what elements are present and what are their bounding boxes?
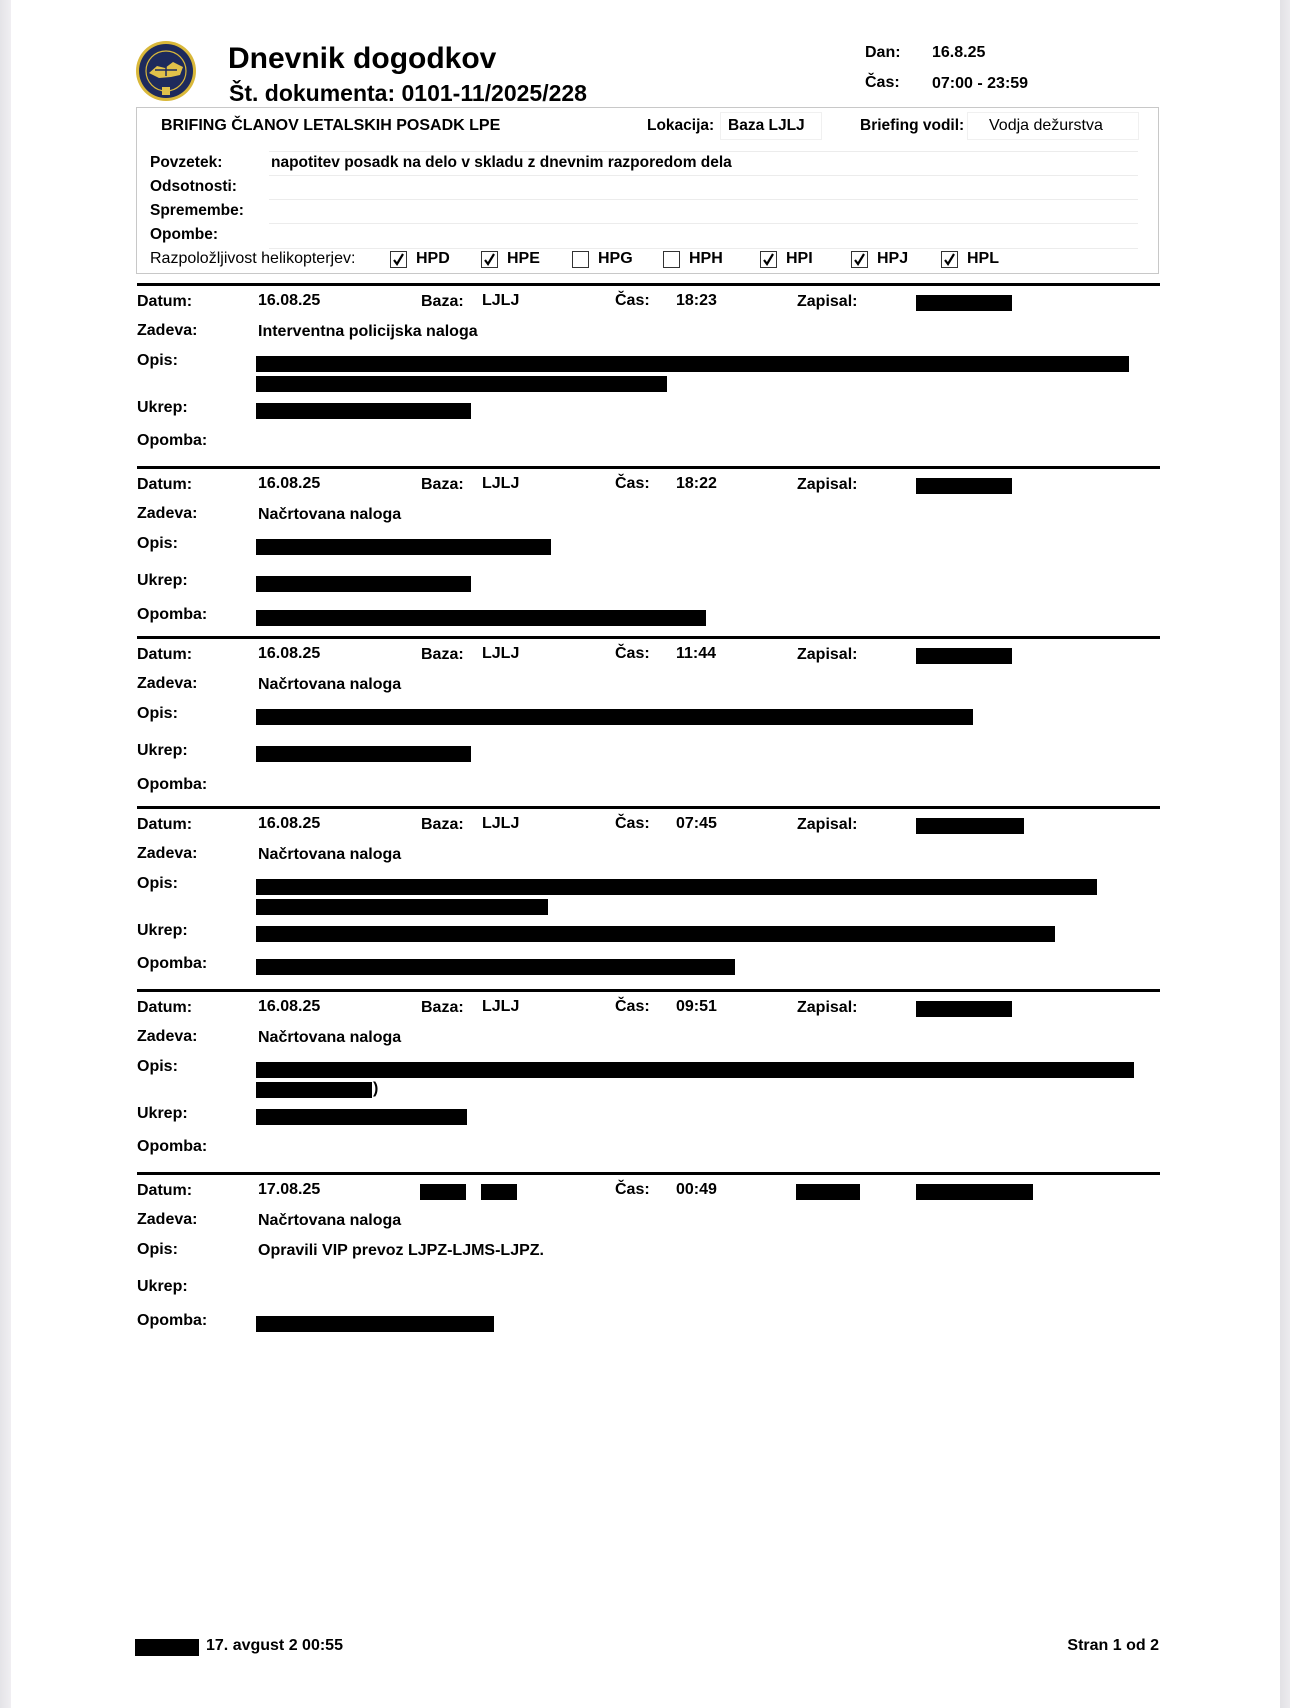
footer-page-number: Stran 1 od 2 xyxy=(1067,1637,1159,1654)
helicopter-label-hpg: HPG xyxy=(598,250,633,267)
time-label: Čas: xyxy=(615,292,650,309)
action-label: Ukrep: xyxy=(137,572,188,589)
action-label: Ukrep: xyxy=(137,399,188,416)
description-label: Opis: xyxy=(137,875,178,892)
time-label: Čas: xyxy=(615,475,650,492)
entry-separator xyxy=(137,466,1160,469)
document-number-label: Št. dokumenta: xyxy=(229,80,396,106)
redacted-description xyxy=(256,356,1129,372)
helicopter-availability-label: Razpoložljivost helikopterjev: xyxy=(150,250,356,267)
redacted-description xyxy=(256,539,551,555)
helicopter-label-hpi: HPI xyxy=(786,250,813,267)
time-label: Čas: xyxy=(615,815,650,832)
date-value: 16.08.25 xyxy=(258,998,321,1015)
time-value: 11:44 xyxy=(676,645,717,662)
action-label: Ukrep: xyxy=(137,742,188,759)
subject-label: Zadeva: xyxy=(137,1028,198,1045)
redacted-action xyxy=(256,576,471,592)
changes-label: Spremembe: xyxy=(150,202,244,219)
recorded-by-label: Zapisal: xyxy=(797,646,858,663)
time-value: 00:49 xyxy=(676,1181,717,1198)
subject-value: Načrtovana naloga xyxy=(258,1212,402,1229)
description-tail-text: ) xyxy=(373,1080,379,1097)
redacted-recorded-by xyxy=(916,1184,1033,1200)
action-label: Ukrep: xyxy=(137,1105,188,1122)
helicopter-checkbox-hpg[interactable] xyxy=(572,251,589,268)
subject-label: Zadeva: xyxy=(137,1211,198,1228)
note-label: Opomba: xyxy=(137,955,208,972)
subject-value: Načrtovana naloga xyxy=(258,1029,402,1046)
note-label: Opomba: xyxy=(137,606,208,623)
checkmark-icon xyxy=(483,253,496,266)
date-label: Datum: xyxy=(137,476,193,493)
base-label: Baza: xyxy=(421,476,464,493)
time-label: Čas: xyxy=(615,998,650,1015)
changes-field-box xyxy=(269,199,1138,225)
description-label: Opis: xyxy=(137,1241,178,1258)
subject-label: Zadeva: xyxy=(137,675,198,692)
redacted-base-value xyxy=(481,1184,517,1200)
helicopter-label-hpe: HPE xyxy=(507,250,540,267)
action-label: Ukrep: xyxy=(137,922,188,939)
location-label: Lokacija: xyxy=(647,117,715,134)
checkmark-icon xyxy=(853,253,866,266)
entry-separator xyxy=(137,806,1160,809)
time-value: 18:22 xyxy=(676,475,717,492)
redacted-recorded-by-label xyxy=(796,1184,860,1200)
footer-print-timestamp: 17. avgust 2 00:55 xyxy=(206,1637,343,1654)
description-value: Opravili VIP prevoz LJPZ-LJMS-LJPZ. xyxy=(258,1242,544,1259)
base-label: Baza: xyxy=(421,816,464,833)
base-value: LJLJ xyxy=(482,645,520,662)
redacted-action xyxy=(256,403,471,419)
entry-separator xyxy=(137,636,1160,639)
base-label: Baza: xyxy=(421,999,464,1016)
redacted-action xyxy=(256,1109,467,1125)
redacted-footer-name xyxy=(135,1639,199,1656)
base-value: LJLJ xyxy=(482,475,520,492)
redacted-recorded-by xyxy=(916,1001,1012,1017)
redacted-note xyxy=(256,959,735,975)
absences-field-box xyxy=(269,175,1138,201)
redacted-recorded-by xyxy=(916,478,1012,494)
subject-label: Zadeva: xyxy=(137,322,198,339)
helicopter-checkbox-hph[interactable] xyxy=(663,251,680,268)
helicopter-checkbox-hpi[interactable] xyxy=(760,251,777,268)
redacted-recorded-by xyxy=(916,648,1012,664)
subject-value: Interventna policijska naloga xyxy=(258,323,478,340)
redacted-description xyxy=(256,1082,372,1098)
entry-separator xyxy=(137,283,1160,286)
subject-label: Zadeva: xyxy=(137,505,198,522)
date-value: 16.08.25 xyxy=(258,645,321,662)
checkmark-icon xyxy=(762,253,775,266)
remarks-label: Opombe: xyxy=(150,226,219,243)
note-label: Opomba: xyxy=(137,776,208,793)
remarks-field-box xyxy=(269,223,1138,249)
entry-separator xyxy=(137,989,1160,992)
time-value: 07:45 xyxy=(676,815,717,832)
summary-value: napotitev posadk na delo v skladu z dnevnim razporedom dela xyxy=(271,154,732,171)
day-value: 16.8.25 xyxy=(932,44,986,61)
subject-label: Zadeva: xyxy=(137,845,198,862)
subject-value: Načrtovana naloga xyxy=(258,506,402,523)
date-label: Datum: xyxy=(137,816,193,833)
helicopter-label-hpd: HPD xyxy=(416,250,450,267)
redacted-description xyxy=(256,376,667,392)
time-value: 18:23 xyxy=(676,292,717,309)
date-label: Datum: xyxy=(137,1182,193,1199)
base-value: LJLJ xyxy=(482,815,520,832)
viewer-left-gutter xyxy=(0,0,11,1708)
time-range-label: Čas: xyxy=(865,74,900,91)
helicopter-label-hpl: HPL xyxy=(967,250,999,267)
briefing-led-by-label: Briefing vodil: xyxy=(860,117,965,134)
redacted-description xyxy=(256,899,548,915)
helicopter-label-hpj: HPJ xyxy=(877,250,909,267)
redacted-description xyxy=(256,1062,1134,1078)
time-range-value: 07:00 - 23:59 xyxy=(932,75,1029,92)
date-label: Datum: xyxy=(137,293,193,310)
redacted-recorded-by xyxy=(916,295,1012,311)
location-value: Baza LJLJ xyxy=(728,117,805,134)
briefing-led-by-value: Vodja dežurstva xyxy=(989,117,1103,134)
date-value: 16.08.25 xyxy=(258,292,321,309)
time-label: Čas: xyxy=(615,645,650,662)
date-label: Datum: xyxy=(137,646,193,663)
viewer-right-gutter xyxy=(1280,0,1290,1708)
time-value: 09:51 xyxy=(676,998,717,1015)
date-value: 17.08.25 xyxy=(258,1181,321,1198)
document-title: Dnevnik dogodkov xyxy=(228,42,497,75)
summary-label: Povzetek: xyxy=(150,154,223,171)
helicopter-checkbox-hpd[interactable] xyxy=(390,251,407,268)
redacted-description xyxy=(256,879,1097,895)
time-label: Čas: xyxy=(615,1181,650,1198)
day-label: Dan: xyxy=(865,44,901,61)
helicopter-checkbox-hpl[interactable] xyxy=(941,251,958,268)
briefing-title: BRIFING ČLANOV LETALSKIH POSADK LPE xyxy=(161,117,501,134)
note-label: Opomba: xyxy=(137,1138,208,1155)
action-label: Ukrep: xyxy=(137,1278,188,1295)
recorded-by-label: Zapisal: xyxy=(797,293,858,310)
redacted-description xyxy=(256,709,973,725)
subject-value: Načrtovana naloga xyxy=(258,846,402,863)
date-value: 16.08.25 xyxy=(258,475,321,492)
entry-separator xyxy=(137,1172,1160,1175)
checkmark-icon xyxy=(392,253,405,266)
redacted-action xyxy=(256,926,1055,942)
base-label: Baza: xyxy=(421,646,464,663)
recorded-by-label: Zapisal: xyxy=(797,476,858,493)
date-value: 16.08.25 xyxy=(258,815,321,832)
helicopter-checkbox-hpj[interactable] xyxy=(851,251,868,268)
helicopter-checkbox-hpe[interactable] xyxy=(481,251,498,268)
description-label: Opis: xyxy=(137,535,178,552)
redacted-recorded-by xyxy=(916,818,1024,834)
note-label: Opomba: xyxy=(137,1312,208,1329)
subject-value: Načrtovana naloga xyxy=(258,676,402,693)
recorded-by-label: Zapisal: xyxy=(797,816,858,833)
document-number xyxy=(229,80,587,107)
recorded-by-label: Zapisal: xyxy=(797,999,858,1016)
description-label: Opis: xyxy=(137,352,178,369)
note-label: Opomba: xyxy=(137,432,208,449)
description-label: Opis: xyxy=(137,1058,178,1075)
checkmark-icon xyxy=(943,253,956,266)
base-value: LJLJ xyxy=(482,998,520,1015)
police-air-unit-emblem-icon xyxy=(135,40,197,102)
base-label: Baza: xyxy=(421,293,464,310)
redacted-note xyxy=(256,1316,494,1332)
redacted-note xyxy=(256,610,706,626)
helicopter-label-hph: HPH xyxy=(689,250,723,267)
redacted-base-label xyxy=(420,1184,466,1200)
document-number-value: 0101-11/2025/228 xyxy=(401,80,587,106)
base-value: LJLJ xyxy=(482,292,520,309)
description-label: Opis: xyxy=(137,705,178,722)
absences-label: Odsotnosti: xyxy=(150,178,237,195)
date-label: Datum: xyxy=(137,999,193,1016)
redacted-action xyxy=(256,746,471,762)
